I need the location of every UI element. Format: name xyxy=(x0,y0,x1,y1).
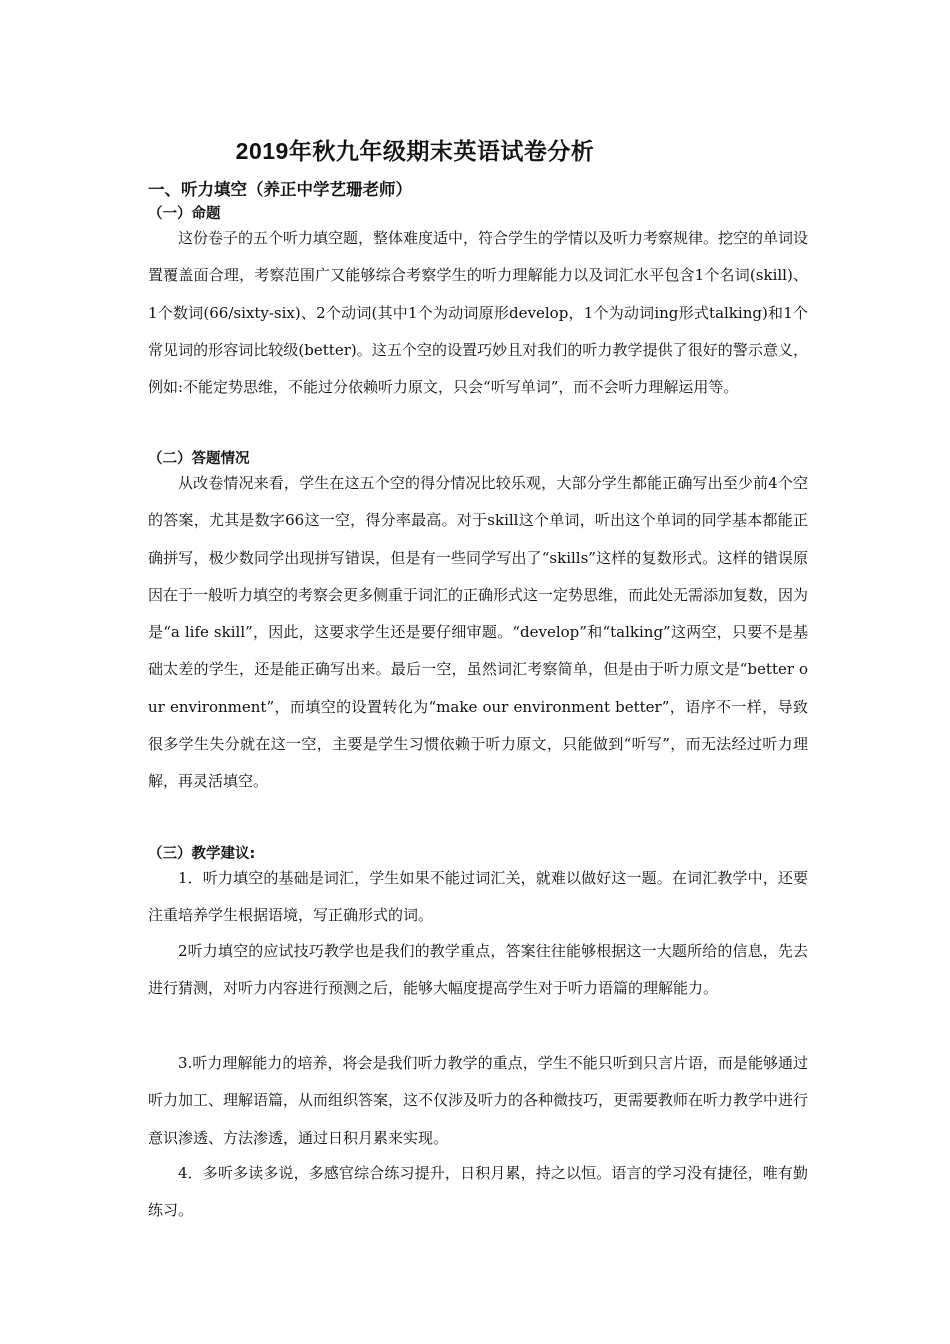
subheading-teaching-suggestions: （三）教学建议: xyxy=(148,846,256,862)
suggestion-item-4: 4．多听多读多说，多感官综合练习提升，日积月累，持之以恒。语言的学习没有捷径，唯有勤练习。 xyxy=(148,1164,808,1220)
suggestion-item-1: 1．听力填空的基础是词汇，学生如果不能过词汇关，就难以做好这一题。在词汇教学中，还要注重培养学生根据语境，写正确形式的词。 xyxy=(148,869,808,925)
suggestion-item-3: 3.听力理解能力的培养，将会是我们听力教学的重点，学生不能只听到只言片语，而是能够通过听力加工、理解语篇，从而组织答案，这不仅涉及听力的各种微技巧，更需要教师在听力教学中进行意识渗透、方法渗透，通过日积月累来实现。 xyxy=(148,1054,809,1147)
document-title: 2019年秋九年级期末英语试卷分析 xyxy=(235,138,595,164)
paragraph-proposition: 这份卷子的五个听力填空题，整体难度适中，符合学生的学情以及听力考察规律。挖空的单词设置覆盖面合理，考察范围广又能够综合考察学生的听力理解能力以及词汇水平包含1个名词(skill)、1个数词(66/sixty-six)、2个动词(其中1个为动词原形develop，1个为动词ing形式talking)和1个常见词的形容词比较级(better)。这五个空的设置巧妙且对我们的听力教学提供了很好的警示意义，例如:不能定势思维，不能过分依赖听力原文，只会“听写单词”，而不会听力理解运用等。 xyxy=(148,229,809,397)
subheading-proposition: （一）命题 xyxy=(148,206,221,222)
section-heading-listening-fill: 一、听力填空（养正中学艺珊老师） xyxy=(148,180,412,199)
paragraph-answer-situation: 从改卷情况来看，学生在这五个空的得分情况比较乐观，大部分学生都能正确写出至少前4个空的答案，尤其是数字66这一空，得分率最高。对于skill这个单词，听出这个单词的同学基本都能正确拼写，极少数同学出现拼写错误，但是有一些同学写出了“skills”这样的复数形式。这样的错误原因在于一般听力填空的考察会更多侧重于词汇的正确形式这一定势思维，而此处无需添加复数，因为是“a life skill”，因此，这要求学生还是要仔细审题。“develop”和“talking”这两空，只要不是基础太差的学生，还是能正确写出来。最后一空，虽然词汇考察简单，但是由于听力原文是“better our environment”，而填空的设置转化为“make our environment better”，语序不一样，导致很多学生失分就在这一空，主要是学生习惯依赖于听力原文，只能做到“听写”，而无法经过听力理解，再灵活填空。 xyxy=(148,474,809,791)
suggestion-item-2: 2听力填空的应试技巧教学也是我们的教学重点，答案往往能够根据这一大题所给的信息，先去进行猜测，对听力内容进行预测之后，能够大幅度提高学生对于听力语篇的理解能力。 xyxy=(148,942,808,998)
subheading-answer-situation: （二）答题情况 xyxy=(148,451,250,467)
